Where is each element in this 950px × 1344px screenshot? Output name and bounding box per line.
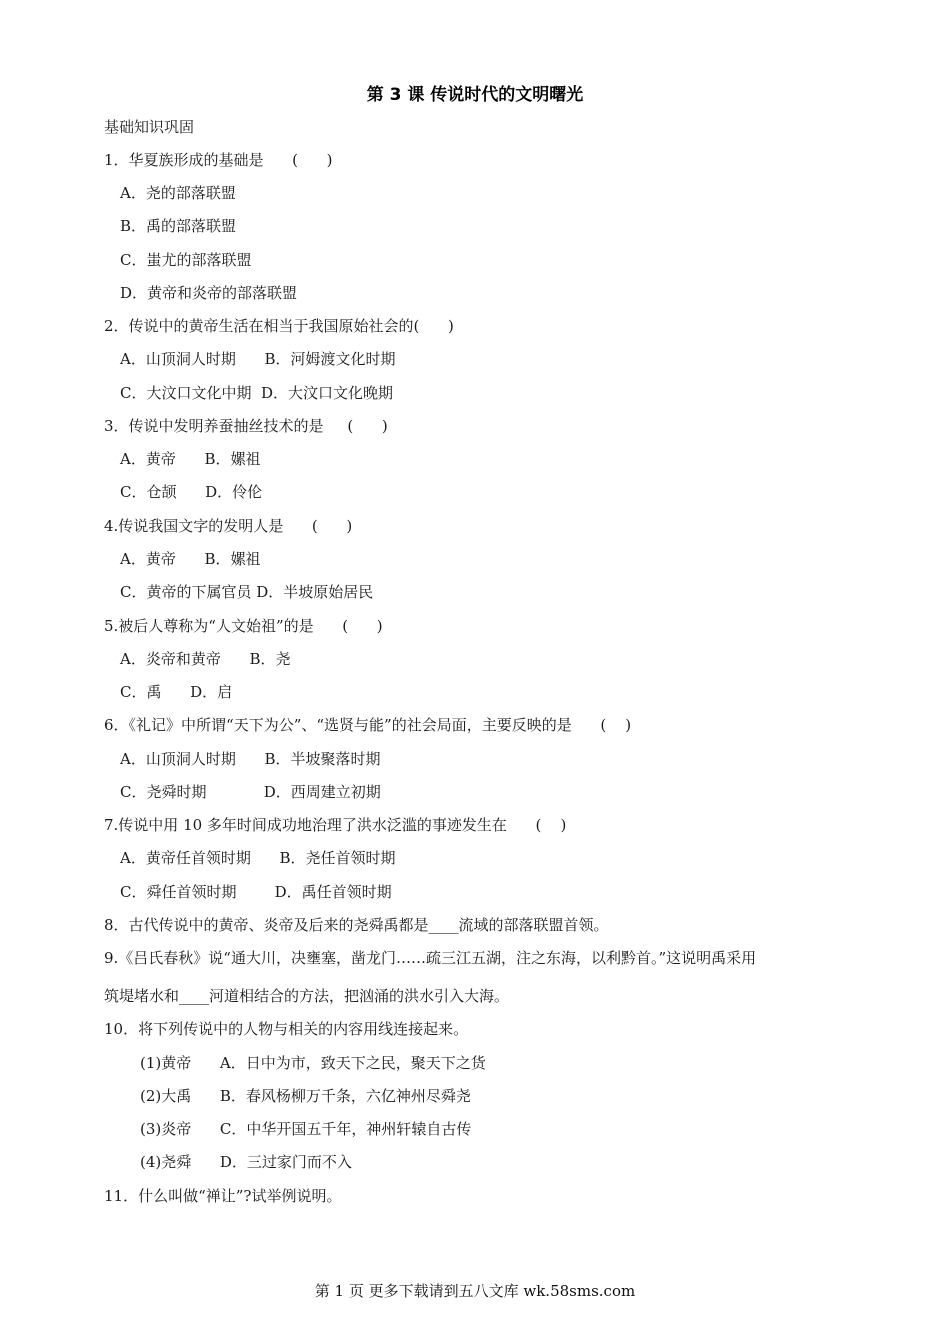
question-10: 10．将下列传说中的人物与相关的内容用线连接起来。 — [104, 1020, 469, 1038]
question-8: 8．古代传说中的黄帝、炎帝及后来的尧舜禹都是____流域的部落联盟首领。 — [104, 916, 609, 934]
q5-options-cd: C．禹 D．启 — [120, 683, 233, 701]
q4-options-cd: C．黄帝的下属官员 D．半坡原始居民 — [120, 583, 374, 601]
q5-options-ab: A．炎帝和黄帝 B．尧 — [120, 650, 291, 668]
question-3: 3．传说中发明养蚕抽丝技术的是 ( ) — [104, 417, 388, 435]
question-7: 7.传说中用 10 多年时间成功地治理了洪水泛滥的事迹发生在 ( ) — [104, 816, 567, 834]
question-6: 6．《礼记》中所谓“天下为公”、“选贤与能”的社会局面，主要反映的是 ( ) — [104, 716, 632, 734]
match-row-1: (1)黄帝 A．日中为市，致天下之民，聚天下之货 — [140, 1054, 486, 1072]
q1-option-c: C．蚩尤的部落联盟 — [120, 251, 252, 269]
section-heading: 基础知识巩固 — [104, 118, 195, 136]
question-9: 9.《吕氏春秋》说“通大川，决壅塞，凿龙门……疏三江五湖，注之东海，以利黔首。”这说明禹采用 — [104, 949, 757, 967]
lesson-title: 第 3 课 传说时代的文明曙光 — [366, 85, 584, 105]
q7-options-ab: A．黄帝任首领时期 B．尧任首领时期 — [120, 849, 396, 867]
match-row-2: (2)大禹 B．春风杨柳万千条，六亿神州尽舜尧 — [140, 1087, 471, 1105]
page-footer: 第 1 页 更多下载请到五八文库 wk.58sms.com — [314, 1282, 636, 1300]
question-11: 11．什么叫做“禅让”?试举例说明。 — [104, 1187, 342, 1205]
question-9-continued: 筑堤堵水和____河道相结合的方法，把汹涌的洪水引入大海。 — [104, 987, 510, 1005]
question-5: 5.被后人尊称为“人文始祖”的是 ( ) — [104, 617, 383, 635]
match-row-4: (4)尧舜 D．三过家门而不入 — [140, 1153, 352, 1171]
q2-options-ab: A．山顶洞人时期 B．河姆渡文化时期 — [120, 350, 396, 368]
q4-options-ab: A．黄帝 B．嫘祖 — [120, 550, 261, 568]
q7-options-cd: C．舜任首领时期 D．禹任首领时期 — [120, 883, 392, 901]
q1-option-d: D．黄帝和炎帝的部落联盟 — [120, 284, 298, 302]
q3-options-ab: A．黄帝 B．嫘祖 — [120, 450, 261, 468]
q6-options-cd: C．尧舜时期 D．西周建立初期 — [120, 783, 381, 801]
q1-option-a: A．尧的部落联盟 — [120, 184, 236, 202]
q1-option-b: B．禹的部落联盟 — [120, 217, 237, 235]
match-row-3: (3)炎帝 C．中华开国五千年，神州轩辕自古传 — [140, 1120, 472, 1138]
question-4: 4.传说我国文字的发明人是 ( ) — [104, 517, 353, 535]
q2-options-cd: C．大汶口文化中期 D．大汶口文化晚期 — [120, 384, 394, 402]
q6-options-ab: A．山顶洞人时期 B．半坡聚落时期 — [120, 750, 381, 768]
question-2: 2．传说中的黄帝生活在相当于我国原始社会的( ) — [104, 317, 454, 335]
q3-options-cd: C．仓颉 D．伶伦 — [120, 483, 263, 501]
question-1: 1．华夏族形成的基础是 ( ) — [104, 151, 333, 169]
